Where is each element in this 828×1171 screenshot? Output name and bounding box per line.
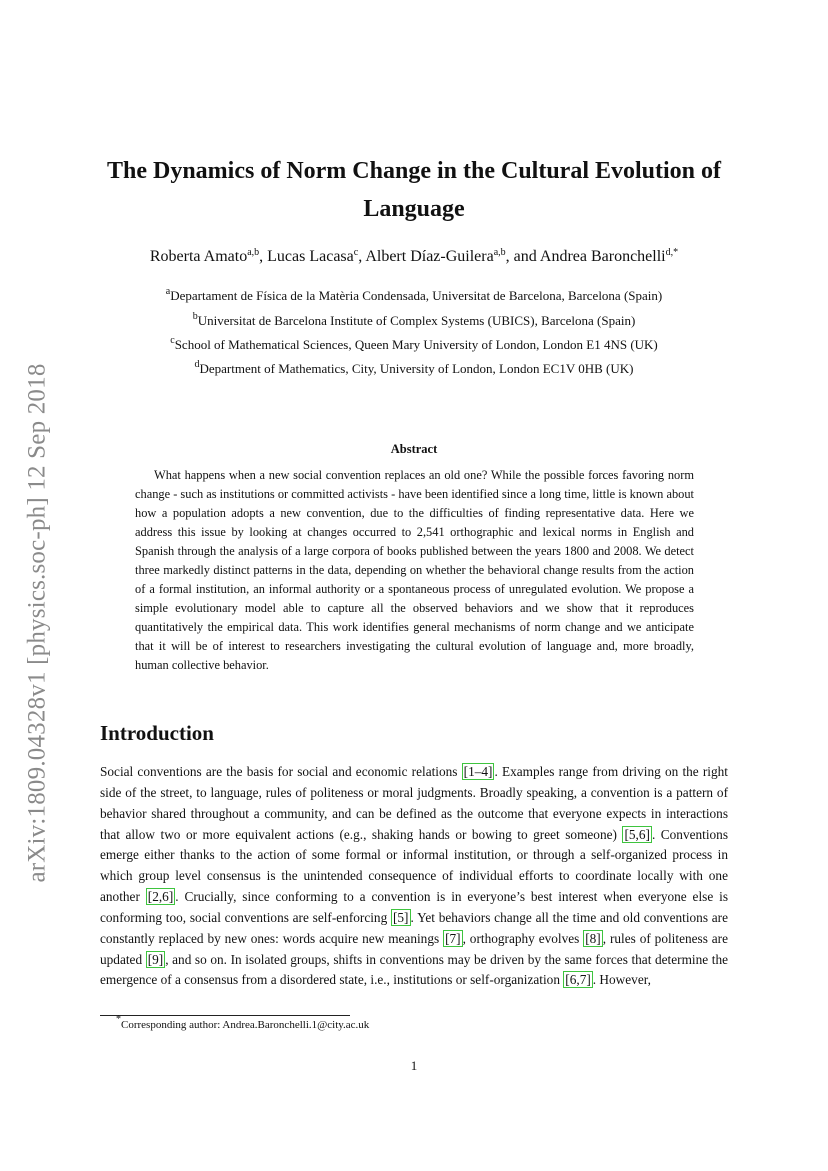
author-separator: ,: [358, 248, 366, 265]
author-affiliation-mark: a,b: [493, 247, 506, 258]
introduction-text: . Conventions emerge either thanks to the action of some formal or informal institution, or through a self-organized process in which group level consensus is the unintended consequence of individual efforts to coordinate locally with one another: [100, 826, 728, 905]
affiliation-mark: c: [170, 335, 175, 346]
affiliation-text: Department of Mathematics, City, University of London, London EC1V 0HB (UK): [199, 361, 634, 376]
affiliation-mark: d: [194, 359, 200, 370]
introduction-text: . Crucially, since conforming to a convention is in everyone’s best interest when everyone else is conforming too, social conventions are self-enforcing: [100, 889, 728, 925]
author-name: Roberta Amato: [149, 248, 248, 265]
author-affiliation-mark: a,b: [247, 247, 260, 258]
citation-link[interactable]: [1–4]: [463, 764, 493, 779]
introduction-text: , orthography evolves: [462, 930, 584, 946]
citation-link[interactable]: [2,6]: [147, 889, 174, 905]
arxiv-identifier-text: arXiv:1809.04328v1 [physics.soc-ph] 12 Sep 2018: [24, 362, 52, 883]
affiliation-d: [100, 360, 728, 378]
author-name: Andrea Baronchelli: [539, 248, 666, 265]
footnote: [116, 1014, 370, 1033]
introduction-text: . Examples range from driving on the right side of the street, to language, rules of politeness or moral judgments. Broadly speaking, a convention is a pattern of behavior shared throughout a community, and can be defined as the outcome that everyone expects in interactions that allow two or more equivalent actions (e.g., shaking hands or bowing to greet someone): [100, 764, 728, 842]
page-number: 1: [410, 1058, 418, 1073]
introduction-paragraph: [100, 762, 728, 991]
citation-link[interactable]: [5]: [392, 909, 409, 925]
footnote-mark: *: [116, 1014, 121, 1025]
paper-title: The Dynamics of Norm Change in the Cultural Evolution of Language: [106, 158, 722, 222]
introduction-text: , rules of politeness are updated: [100, 930, 729, 967]
citation-link[interactable]: [6,7]: [565, 972, 591, 988]
author-affiliation-mark: d,*: [665, 247, 679, 258]
introduction-text: , and so on. In isolated groups, shifts in conventions may be driven by the same forces that determine the emergence of a consensus from a disordered state, i.e., institutions or self-organization: [100, 951, 728, 988]
introduction-text: . However,: [592, 972, 651, 988]
affiliation-a: [100, 287, 728, 305]
affiliation-b: [100, 312, 728, 330]
abstract-text: What happens when a new social convention replaces an old one? While the possible forces favoring norm change - such as institutions or committed activists - have been identified since a long time, little is known about how a population adopts a new convention, due to the difficulties of finding representative data. Here we address this issue by looking at changes occurred to 2,541 orthographic and lexical norms in English and Spanish through the analysis of a large corpora of books published between the years 1800 and 2008. We detect three markedly distinct patterns in the data, depending on whether the behavioral change results from the action of a formal institution, an informal authority or a spontaneous process of unregulated evolution. We propose a simple evolutionary model able to capture all the observed behaviors and we show that it reproduces quantitatively the empirical data. This work identifies general mechanisms of norm change and we anticipate that it will be of interest to researchers investigating the cultural evolution of language and, more broadly, human collective behavior.: [135, 468, 694, 672]
author-list: [100, 246, 728, 268]
citation-link[interactable]: [8]: [585, 930, 601, 946]
affiliation-text: School of Mathematical Sciences, Queen Mary University of London, London E1 4NS (UK): [174, 337, 658, 352]
footnote-text: Corresponding author: Andrea.Baronchelli.1@city.ac.uk: [121, 1019, 370, 1031]
author-separator: ,: [259, 248, 268, 265]
author-name: Lucas Lacasa: [267, 248, 354, 265]
introduction-heading: Introduction: [100, 721, 214, 745]
introduction-text: . Yet behaviors change all the time and old conventions are constantly replaced by new ones: words acquire new meanings: [100, 909, 728, 946]
affiliation-mark: b: [192, 311, 198, 322]
affiliation-c: [100, 336, 728, 354]
affiliation-text: Universitat de Barcelona Institute of Complex Systems (UBICS), Barcelona (Spain): [197, 313, 636, 328]
affiliation-text: Departament de Física de la Matèria Condensada, Universitat de Barcelona, Barcelona (Spain): [170, 288, 663, 303]
arxiv-identifier-stamp: [17, 330, 59, 915]
introduction-text: Social conventions are the basis for social and economic relations: [100, 764, 462, 779]
author-name: Albert Díaz-Guilera: [365, 248, 494, 265]
citation-link[interactable]: [9]: [147, 951, 164, 967]
footnote-divider: [100, 1015, 350, 1016]
author-affiliation-mark: c: [353, 247, 359, 258]
citation-link[interactable]: [5,6]: [624, 826, 650, 842]
affiliation-mark: a: [165, 286, 171, 297]
author-separator: , and: [505, 248, 540, 265]
citation-link[interactable]: [7]: [445, 930, 461, 946]
abstract-heading: Abstract: [390, 442, 438, 456]
